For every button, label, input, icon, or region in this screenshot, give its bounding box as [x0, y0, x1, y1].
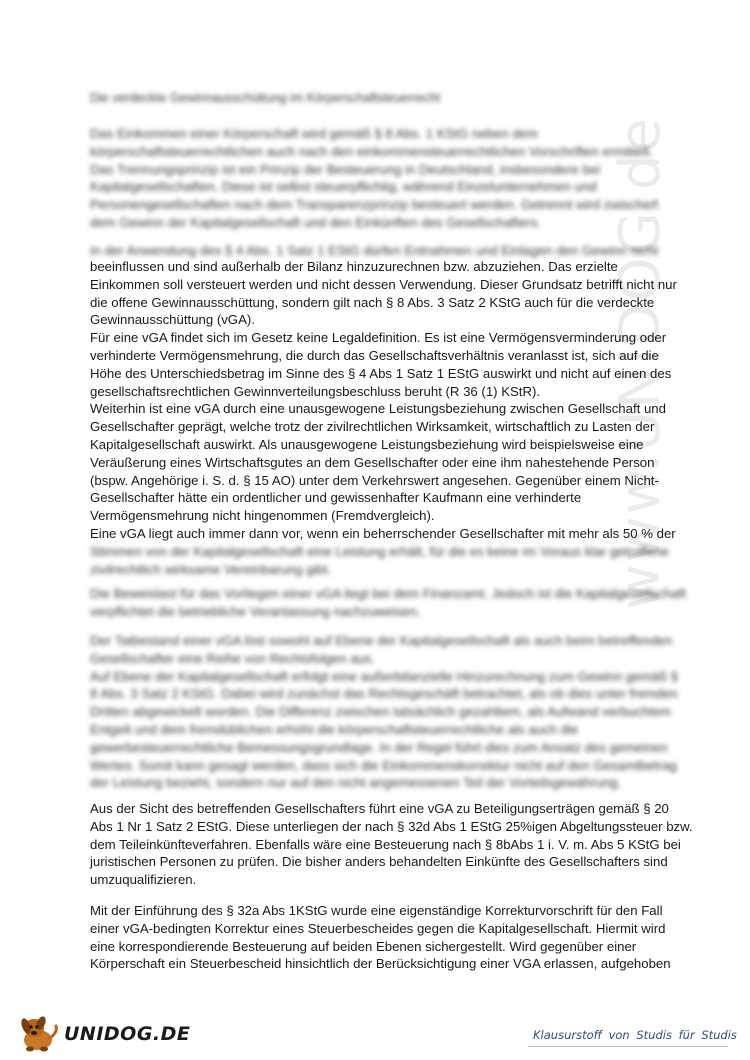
text-line: Vermögensmehrung nicht hingenommen (Fremdvergleich).: [90, 508, 435, 524]
text-line: verhinderte Vermögensmehrung, die durch das Gesellschaftsverhältnis veranlasst ist, sich auf die: [90, 347, 659, 363]
text-line: gewerbesteuerrechtliche Bemessungsgrundlage. In der Regel führt dies zum Ansatz des gemeinen: [90, 739, 668, 755]
text-line: 8 Abs. 3 Satz 2 KStG. Dabei wird zunächst das Rechtsgeschäft betrachtet, als ob dies unter fremden: [90, 686, 678, 702]
text-line: eine korrespondierende Besteuerung auf beiden Ebenen sichergestellt. Wird gegenüber einer: [90, 938, 637, 954]
text-line: Kapitalgesellschaft auswirkt. Als unausgewogene Leistungsbeziehung wird beispielsweise eine: [90, 436, 644, 452]
blurred-paragraph-4: [90, 632, 678, 792]
text-line: Die Beweislast für das Vorliegen einer vGA liegt bei dem Finanzamt. Jedoch ist die Kapitalgesellschaft: [90, 586, 686, 601]
text-line: Mit der Einführung des § 32a Abs 1KStG wurde eine eigenständige Korrekturvorschrift für den Fall: [90, 903, 663, 918]
text-line: umzuqualifizieren.: [90, 872, 197, 888]
text-line: Veräußerung eines Wirtschaftsgutes an dem Gesellschafter oder eine ihm nahestehende Person: [90, 454, 655, 470]
text-line: einer vGA-bedingten Korrektur eines Steuerbescheides gegen die Kapitalgesellschaft. Hiermit wird: [90, 920, 666, 936]
visible-paragraph-2: [90, 800, 693, 889]
text-line: dem Teileinkünfteverfahren. Ebenfalls wäre eine Besteuerung nach § 8bAbs 1 i. V. m. Abs 5 KStG bei: [90, 836, 681, 852]
footer-tagline: Klausurstoff von Studis für Studis: [533, 1028, 737, 1042]
text-line: Gewinnausschüttung (vGA).: [90, 312, 255, 328]
text-line: Stimmen von der Kapitalgesellschaft eine Leistung erhält, für die es keine im Voraus klar getroffene: [90, 544, 669, 559]
text-line: juristischen Personen zu prüfen. Die bisher anders behandelten Einkünfte des Gesellschafters sind: [90, 854, 668, 870]
text-line: beeinflussen und sind außerhalb der Bilanz hinzuzurechnen bzw. abzuziehen. Das erzielte: [90, 259, 618, 274]
text-line: Das Trennungsprinzip ist ein Prinzip der Besteuerung in Deutschland, insbesondere bei: [90, 161, 601, 177]
text-line: Gesellschafter hätte ein ordentlicher und gewissenhafter Kaufmann eine verhinderte: [90, 490, 582, 506]
text-line: Gesellschafter geprägt, welche trotz der zivilrechtlichen Wirksamkeit, wirtschaftlich zu Lasten der: [90, 419, 655, 435]
text-line: Körperschaft ein Steuerbescheid hinsichtlich der Berücksichtigung einer VGA erlassen, aufgehoben: [90, 956, 671, 972]
text-line: gesellschaftsrechtlichen Gewinnverteilungsbeschluss beruht (R 36 (1) KStR).: [90, 383, 541, 399]
text-line: Für eine vGA findet sich im Gesetz keine Legaldefinition. Es ist eine Vermögensverminderung oder: [90, 330, 667, 346]
text-line: Abs 1 Nr 1 Satz 2 EStG. Diese unterliegen der nach § 32d Abs 1 EStG 25%igen Abgeltungssteuer bzw.: [90, 818, 693, 834]
text-line: Aus der Sicht des betreffenden Gesellschafters führt eine vGA zu Beteiligungserträgen gemäß § 20: [90, 801, 669, 816]
text-line: der Leistung bezieht, sondern nur auf den nicht angemessenen Teil der Vorteilsgewährung.: [90, 775, 622, 791]
dog-mascot-icon: [16, 1014, 62, 1054]
unidog-logo[interactable]: [16, 1014, 190, 1054]
watermark: www.UNIDOG.de: [608, 116, 673, 610]
text-line: Kapitalgesellschaften. Diese ist selbst steuerpflichtig, während Einzelunternehmen und: [90, 179, 597, 195]
text-line: Weiterhin ist eine vGA durch eine unausgewogene Leistungsbeziehung zwischen Gesellschaft und: [90, 401, 666, 417]
visible-paragraph-1: [90, 258, 677, 543]
text-line: verpflichtet die betriebliche Veranlassung nachzuweisen.: [90, 603, 421, 619]
text-line: Auf Ebene der Kapitalgesellschaft erfolgt eine außerbilanzielle Hinzurechnung zum Gewinn gemäß §: [90, 668, 678, 684]
text-line: Dritten abgewickelt worden. Die Differenz zwischen tatsächlich gezahltem, als Aufwand verbuchtem: [90, 704, 672, 720]
blurred-intro-paragraph: [90, 125, 665, 232]
blurred-paragraph-3: [90, 585, 686, 621]
text-line: Gesellschafter eine Reihe von Rechtsfolgen aus.: [90, 650, 376, 666]
text-line: die offene Gewinnausschüttung, sondern gilt nach § 8 Abs. 3 Satz 2 KStG auch für die verdeckte: [90, 294, 655, 310]
text-line: Der Tatbestand einer vGA löst sowohl auf Ebene der Kapitalgesellschaft als auch beim betreffenden: [90, 633, 673, 648]
document-title: Die verdeckte Gewinnausschüttung im Körperschaftsteuerrecht: [90, 91, 441, 105]
text-line: dem Gewinn der Kapitalgesellschaft und den Einkünften des Gesellschafters.: [90, 214, 541, 230]
text-line: körperschaftsteuerrechtlichen auch nach den einkommensteuerrechtlichen Vorschriften ermittelt.: [90, 143, 653, 159]
footer-divider: [528, 1046, 728, 1047]
text-line: zivilrechtlich wirksame Vereinbarung gibt.: [90, 561, 332, 577]
visible-paragraph-3: [90, 902, 671, 973]
text-line: Eine vGA liegt auch immer dann vor, wenn ein beherrschender Gesellschafter mit mehr als 50 % der: [90, 525, 676, 541]
blurred-paragraph-2: [90, 543, 669, 579]
logo-text: UNIDOG.DE: [64, 1023, 191, 1045]
text-line: Einkommen soll versteuert werden und nicht dessen Verwendung. Dieser Grundsatz betrifft nicht nur: [90, 276, 677, 292]
text-line: Personengesellschaften nach dem Transparenzprinzip besteuert werden. Getrennt wird zwischen: [90, 197, 659, 213]
text-line: (bspw. Angehörige i. S. d. § 15 AO) unter dem Verkehrswert angesehen. Gegenüber einem Nicht-: [90, 472, 659, 488]
text-line: Entgelt und dem fremdüblichen erhöht die körperschaftsteuerrechtliche als auch die: [90, 721, 579, 737]
text-line: Höhe des Unterschiedsbetrag im Sinne des § 4 Abs 1 Satz 1 EStG auswirkt und nicht auf einen des: [90, 365, 672, 381]
text-line: In der Anwendung des § 4 Abs. 1 Satz 1 EStG dürfen Entnahmen und Einlagen den Gewinn nicht: [90, 243, 659, 258]
text-line: Das Einkommen einer Körperschaft wird gemäß § 8 Abs. 1 KStG neben dem: [90, 126, 538, 141]
text-line: Wertes. Somit kann gesagt werden, dass sich die Einkommenskorrektur nicht auf den Gesamtbetrag: [90, 757, 677, 773]
